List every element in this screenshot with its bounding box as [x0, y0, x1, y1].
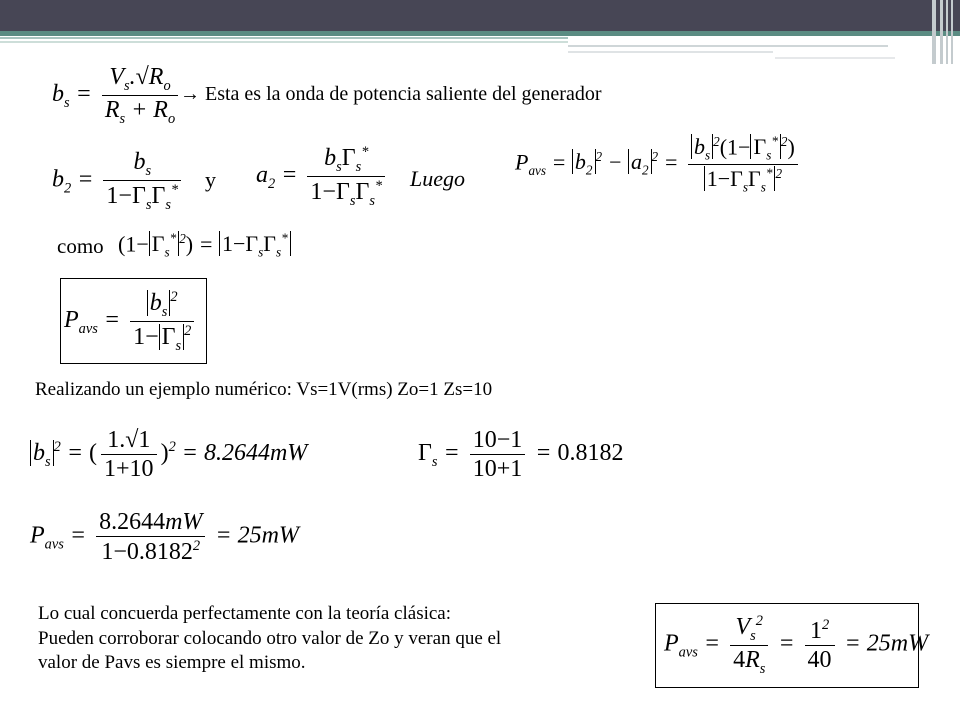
header-line [0, 41, 568, 43]
bs-squared-value: 8.2644mW [203, 440, 308, 467]
conclusion-line-1: Lo cual concuerda perfectamente con la teoría clásica: [38, 603, 452, 624]
connector-como: como [57, 234, 104, 258]
header-vertical-bar [946, 0, 948, 64]
gamma-s-value: 0.8182 [557, 440, 624, 467]
classic-pavs-formula: $P_{avs}$ = $\frac{V_s^2}{4R_s}$ = $\frac{1^2}{40}$ = 25mW [664, 613, 929, 677]
pavs-numeric-value: 25mW [237, 522, 299, 549]
example-text: Realizando un ejemplo numérico: Vs=1V(rms) Zo=1 Zs=10 [35, 379, 493, 400]
intro-sentence [180, 84, 602, 104]
header-line [0, 37, 568, 39]
header-vertical-bar [940, 0, 943, 64]
header-line [568, 45, 888, 47]
a2-equation: $a_2$ = $\frac{b_s\Gamma_s^*}{1-\Gamma_s\Gamma_s^*}$ [256, 145, 389, 208]
conclusion-line-3: valor de Pavs es siempre el mismo. [38, 652, 306, 674]
header-vertical-bar [951, 0, 953, 64]
bs-squared-equation: $b_s^2$ = ( $\frac{1.√1}{1+10}$ )$^2$ = 8.2644mW [30, 428, 307, 481]
connector-luego: Luego [410, 166, 465, 191]
header-accent-band [0, 31, 960, 36]
conclusion-text [38, 602, 501, 676]
bs-equation: $b_s$ = $\frac{V_s.√R_o}{R_s + R_o}$ [52, 65, 182, 126]
pavs-numeric-equation: $P_{avs}$ = $\frac{8.2644mW}{1-0.8182^2}$ = 25mW [30, 509, 299, 565]
connector-y: y [205, 167, 216, 192]
pavs-formula: $P_{avs}$ = $\frac{b_s^2}{1- \Gamma_s^2}$ [64, 290, 198, 353]
gamma-s-equation: $\Gamma_s$ = $\frac{10-1}{10+1}$ = 0.8182 [418, 427, 624, 482]
header-line [775, 57, 895, 59]
conclusion-line-2: Pueden corroborar colocando otro valor de Zo y veran que el [38, 627, 502, 649]
intro-text: Esta es la onda de potencia saliente del generador [205, 83, 602, 105]
identity-equation: ($1- \Gamma_s^*$ $^2) = 1-\Gamma_s\Gamma_s^*$ [118, 232, 291, 259]
header-vertical-bar [932, 0, 936, 64]
classic-pavs-value: 25mW [866, 630, 929, 657]
arrow-icon: → [180, 83, 200, 105]
header-band [0, 0, 960, 31]
header-line [568, 51, 773, 53]
pavs-general-equation: $P_{avs} = b_2^2 - a_2^2$ = $\frac{b_s^2(1- \Gamma_s^* ^2)}{1-\Gamma_s\Gamma_s^* ^2}$ [515, 135, 802, 194]
b2-equation: $b_2$ = $\frac{b_s}{1-\Gamma_s\Gamma_s^*}$ [52, 150, 185, 212]
